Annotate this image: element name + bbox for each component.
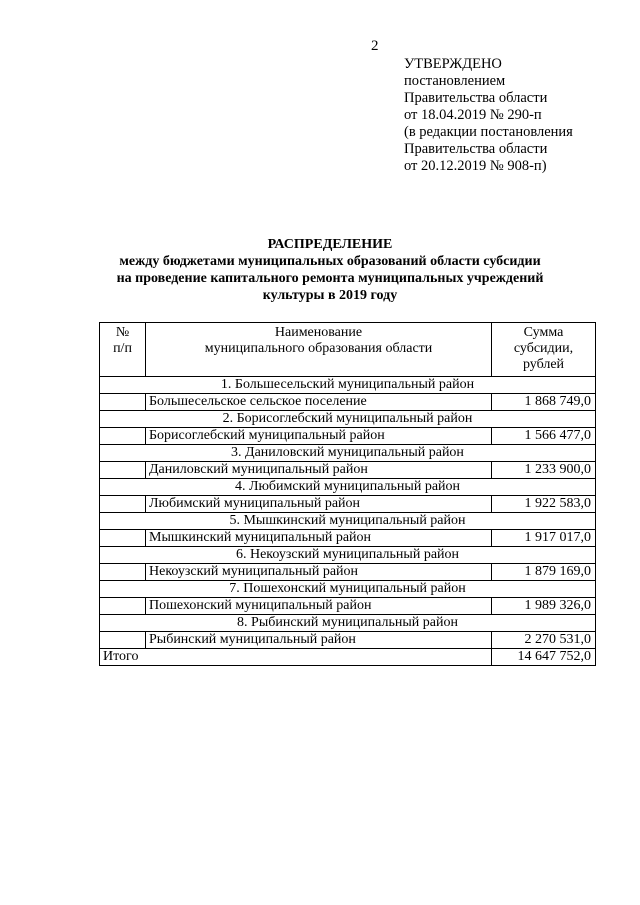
document-title [90, 236, 570, 304]
district-title: 7. Пошехонский муниципальный район [100, 581, 596, 598]
district-row [100, 547, 596, 564]
entity-name: Некоузский муниципальный район [146, 564, 492, 581]
district-row [100, 445, 596, 462]
district-title: 3. Даниловский муниципальный район [100, 445, 596, 462]
row-number-cell [100, 394, 146, 411]
entity-name: Пошехонский муниципальный район [146, 598, 492, 615]
table-row [100, 496, 596, 513]
entity-name: Любимский муниципальный район [146, 496, 492, 513]
approval-line: Правительства области [404, 90, 548, 106]
subsidy-amount: 1 917 017,0 [492, 530, 596, 547]
subsidy-amount: 1 233 900,0 [492, 462, 596, 479]
title-line: РАСПРЕДЕЛЕНИЕ [267, 237, 393, 252]
total-label: Итого [100, 649, 492, 666]
entity-name: Мышкинский муниципальный район [146, 530, 492, 547]
header-text: Сумма [523, 325, 564, 340]
entity-name: Борисоглебский муниципальный район [146, 428, 492, 445]
header-name [146, 323, 492, 377]
table-header-row [100, 323, 596, 377]
row-number-cell [100, 564, 146, 581]
approval-stamp [404, 56, 573, 175]
table-row [100, 564, 596, 581]
district-title: 2. Борисоглебский муниципальный район [100, 411, 596, 428]
district-title: 8. Рыбинский муниципальный район [100, 615, 596, 632]
header-sum [492, 323, 596, 377]
total-row [100, 649, 596, 666]
header-text: п/п [113, 341, 132, 356]
approval-line: от 20.12.2019 № 908-п) [404, 158, 547, 174]
approval-line: постановлением [404, 73, 506, 89]
subsidy-amount: 1 879 169,0 [492, 564, 596, 581]
header-text: муниципального образования области [204, 341, 433, 356]
district-row [100, 581, 596, 598]
entity-name: Рыбинский муниципальный район [146, 632, 492, 649]
table-row [100, 530, 596, 547]
title-line: культуры в 2019 году [262, 288, 398, 303]
page-number: 2 [371, 38, 379, 54]
district-row [100, 377, 596, 394]
table-row [100, 462, 596, 479]
district-title: 6. Некоузский муниципальный район [100, 547, 596, 564]
table-row [100, 428, 596, 445]
district-title: 4. Любимский муниципальный район [100, 479, 596, 496]
district-row [100, 513, 596, 530]
entity-name: Даниловский муниципальный район [146, 462, 492, 479]
subsidy-amount: 1 566 477,0 [492, 428, 596, 445]
district-row [100, 479, 596, 496]
distribution-table [99, 322, 596, 666]
table-row [100, 394, 596, 411]
row-number-cell [100, 462, 146, 479]
header-text: рублей [522, 357, 565, 372]
approval-line: от 18.04.2019 № 290-п [404, 107, 542, 123]
title-line: на проведение капитального ремонта муниципальных учреждений [116, 271, 544, 286]
table-row [100, 598, 596, 615]
subsidy-amount: 1 989 326,0 [492, 598, 596, 615]
entity-name: Большесельское сельское поселение [146, 394, 492, 411]
header-text: Наименование [274, 325, 363, 340]
district-title: 5. Мышкинский муниципальный район [100, 513, 596, 530]
row-number-cell [100, 632, 146, 649]
header-num [100, 323, 146, 377]
header-text: субсидии, [513, 341, 574, 356]
approval-line: (в редакции постановления [404, 124, 573, 140]
total-amount: 14 647 752,0 [492, 649, 596, 666]
subsidy-amount: 1 868 749,0 [492, 394, 596, 411]
approval-line: УТВЕРЖДЕНО [404, 56, 502, 72]
district-row [100, 411, 596, 428]
approval-line: Правительства области [404, 141, 548, 157]
row-number-cell [100, 598, 146, 615]
district-title: 1. Большесельский муниципальный район [100, 377, 596, 394]
subsidy-amount: 2 270 531,0 [492, 632, 596, 649]
subsidy-amount: 1 922 583,0 [492, 496, 596, 513]
title-line: между бюджетами муниципальных образований области субсидии [119, 254, 541, 269]
row-number-cell [100, 496, 146, 513]
row-number-cell [100, 428, 146, 445]
district-row [100, 615, 596, 632]
header-text: № [115, 325, 130, 340]
table-row [100, 632, 596, 649]
row-number-cell [100, 530, 146, 547]
